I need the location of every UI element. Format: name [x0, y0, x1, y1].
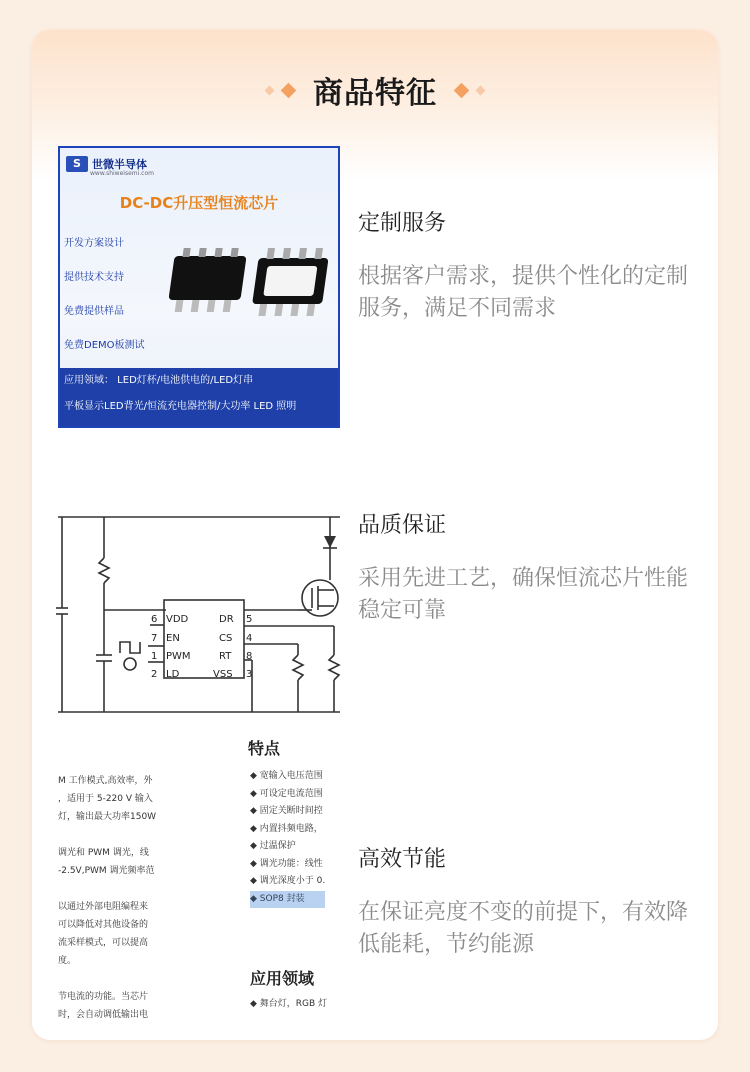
pin-num: 5 [246, 614, 253, 625]
pin-name: LD [166, 669, 180, 680]
pin-name: VDD [166, 614, 189, 625]
bullet-item: 免费提供样品 [64, 306, 124, 317]
pin-name: PWM [166, 651, 191, 662]
pin-num: 4 [246, 633, 253, 644]
product-footer: 应用领域： LED灯杯/电池供电的/LED灯串 平板显示LED背光/恒流充电器控制/大功率 LED 照明 [60, 368, 338, 426]
feature-desc: 根据客户需求，提供个性化的定制服务，满足不同需求 [358, 264, 689, 321]
pin-num: 8 [246, 651, 253, 662]
feature-row-2 [58, 450, 698, 732]
product-features-card [32, 30, 718, 1040]
datasheet-left-column: M 工作模式,高效率，外 ，适用于 5-220 V 输入 灯，输出最大功率150W 调光和 PWM 调光，线 -2.5V,PWM 调光频率范 以通过外部电阻编程来 可以降低对其他设备的 流采样模式，可以提高 度。 节电流的功能。当芯片 时，会自动调低输出电 [58, 776, 157, 1020]
product-image: S 世微半导体 www.shiweisemi.com DC-DC升压型恒流芯片 开发方案设计 提供技术支持 免费提供样品 免费DEMO板测试 应用领域： LED灯杯/电池供电的/LED灯串 平板显示LED背光/恒流充电器控制/大功率 LED 照明 [58, 146, 340, 428]
left-decoration [261, 85, 299, 96]
bullet-item: 提供技术支持 [64, 272, 124, 283]
feature-text-2 [358, 508, 703, 627]
pin-num: 7 [151, 633, 158, 644]
datasheet-heading-applications: 应用领域 [250, 969, 315, 988]
pin-name: DR [219, 614, 234, 625]
section-title: 商品特征 [313, 76, 437, 111]
brand-logo-icon: S [66, 156, 88, 172]
feature-text-1 [358, 206, 703, 325]
feature-title: 高效节能 [358, 847, 447, 872]
pin-name: VSS [213, 669, 233, 680]
chip-icon [170, 236, 340, 336]
feature-title: 品质保证 [358, 513, 447, 538]
feature-text-3 [358, 842, 703, 961]
pin-num: 6 [151, 614, 158, 625]
pin-name: CS [219, 633, 233, 644]
datasheet-right-column: ◆ 宽输入电压范围 ◆ 可设定电流范围 ◆ 固定关断时间控 ◆ 内置抖频电路， ◆ 过温保护 ◆ 调光功能：线性 ◆ 调光深度小于 0. ◆ SOP8 封装 [250, 768, 325, 908]
brand-logo: S 世微半导体 [66, 156, 147, 172]
section-header [32, 70, 718, 110]
pin-name: EN [166, 633, 180, 644]
datasheet-heading-features: 特点 [248, 739, 281, 758]
feature-row-1 [58, 146, 698, 428]
diamond-small-icon [265, 85, 275, 95]
pin-num: 3 [246, 669, 253, 680]
feature-row-3 [58, 724, 698, 1020]
diamond-small-icon [476, 85, 486, 95]
bullet-item: 免费DEMO板测试 [64, 340, 145, 351]
feature-desc: 采用先进工艺，确保恒流芯片性能稳定可靠 [358, 566, 689, 623]
right-decoration [451, 85, 489, 96]
diamond-large-icon [281, 82, 297, 98]
feature-title: 定制服务 [358, 211, 447, 236]
circuit-image [58, 450, 340, 732]
feature-desc: 在保证亮度不变的前提下，有效降低能耗，节约能源 [358, 900, 689, 957]
pin-name: RT [219, 651, 232, 662]
datasheet-image: 特点 M 工作模式,高效率，外 ，适用于 5-220 V 输入 灯，输出最大功率150W 调光和 PWM 调光，线 -2.5V,PWM 调光频率范 以通过外部电阻编程来 可以降低对其他设备的 流采样模式，可以提高 度。 节电流的功能。当芯片 时，会自动调低输出电 ◆ 宽输入电压范围 ◆ 可设定电流范围 ◆ 固定关断时间控 ◆ 内置抖频电路， ◆ 过温保护 ◆ 调光功能：线性 ◆ 调光深度小于 0. ◆ SOP8 封装 应用领域 ◆ 舞台灯，RGB 灯 [58, 724, 340, 1014]
circuit-diagram-icon [58, 450, 340, 732]
bullet-item: 开发方案设计 [64, 238, 124, 249]
pin-num: 2 [151, 669, 158, 680]
diamond-large-icon [454, 82, 470, 98]
product-headline: DC-DC升压型恒流芯片 [119, 194, 279, 212]
product-bullets [64, 234, 145, 370]
pin-num: 1 [151, 651, 158, 662]
